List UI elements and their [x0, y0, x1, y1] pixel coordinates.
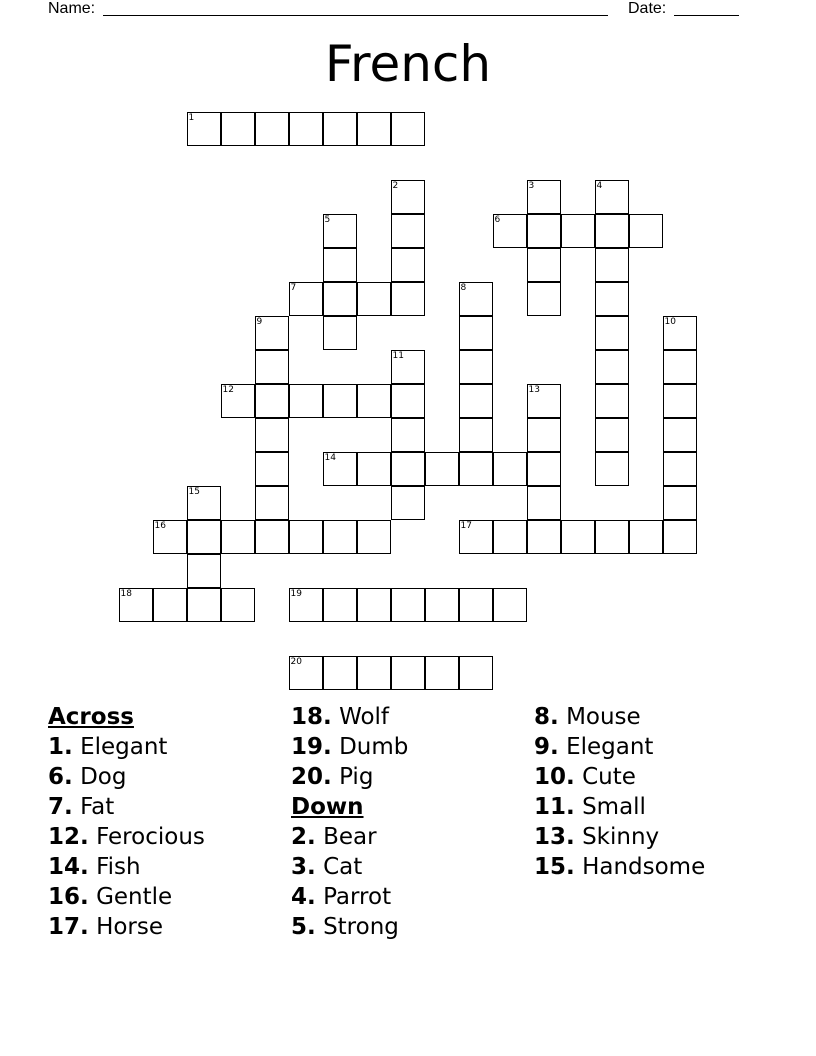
grid-cell[interactable] [255, 384, 289, 418]
cell-number: 5 [324, 214, 331, 225]
clue-number: 2. [291, 824, 316, 850]
clue-number: 14. [48, 854, 89, 880]
grid-cell[interactable] [595, 520, 629, 554]
clue-item [534, 702, 705, 732]
grid-cell[interactable] [595, 350, 629, 384]
clue-number: 5. [291, 914, 316, 940]
grid-cell[interactable] [357, 384, 391, 418]
grid-cell[interactable] [323, 248, 357, 282]
grid-cell[interactable] [629, 214, 663, 248]
grid-cell[interactable] [561, 214, 595, 248]
cell-number: 16 [154, 520, 166, 531]
grid-cell[interactable] [391, 350, 425, 384]
clue-number: 4. [291, 884, 316, 910]
grid-cell[interactable] [289, 112, 323, 146]
grid-cell[interactable] [527, 520, 561, 554]
clue-number: 7. [48, 794, 73, 820]
clue-text: Ferocious [96, 824, 205, 850]
clue-item [291, 762, 408, 792]
grid-cell[interactable] [391, 656, 425, 690]
grid-cell[interactable] [459, 316, 493, 350]
grid-cell[interactable] [323, 112, 357, 146]
cell-number: 4 [596, 180, 603, 191]
grid-cell[interactable] [357, 588, 391, 622]
clue-item [48, 912, 205, 942]
clue-item [48, 882, 205, 912]
grid-cell[interactable] [187, 554, 221, 588]
grid-cell[interactable] [425, 588, 459, 622]
clue-item [534, 762, 705, 792]
cell-number: 18 [120, 588, 132, 599]
grid-cell[interactable] [187, 520, 221, 554]
grid-cell[interactable] [289, 520, 323, 554]
grid-cell[interactable] [221, 520, 255, 554]
clue-number: 12. [48, 824, 89, 850]
clue-number: 17. [48, 914, 89, 940]
clue-text: Cat [323, 854, 363, 880]
grid-cell[interactable] [459, 282, 493, 316]
clue-number: 10. [534, 764, 575, 790]
grid-cell[interactable] [357, 112, 391, 146]
clue-text: Gentle [96, 884, 173, 910]
grid-cell[interactable] [391, 214, 425, 248]
grid-cell[interactable] [493, 520, 527, 554]
clue-text: Dog [80, 764, 127, 790]
grid-cell[interactable] [187, 486, 221, 520]
clue-number: 3. [291, 854, 316, 880]
grid-cell[interactable] [595, 214, 629, 248]
grid-cell[interactable] [119, 588, 153, 622]
clue-item [48, 852, 205, 882]
grid-cell[interactable] [527, 248, 561, 282]
grid-cell[interactable] [663, 350, 697, 384]
grid-cell[interactable] [595, 248, 629, 282]
cell-number: 2 [392, 180, 399, 191]
grid-cell[interactable] [391, 282, 425, 316]
cell-number: 10 [664, 316, 676, 327]
clue-number: 16. [48, 884, 89, 910]
clue-text: Handsome [582, 854, 706, 880]
clue-text: Fish [96, 854, 141, 880]
grid-cell[interactable] [493, 588, 527, 622]
grid-cell[interactable] [459, 418, 493, 452]
clue-text: Horse [96, 914, 164, 940]
grid-cell[interactable] [357, 656, 391, 690]
clue-text: Fat [80, 794, 115, 820]
grid-cell[interactable] [323, 384, 357, 418]
grid-cell[interactable] [425, 656, 459, 690]
clue-number: 19. [291, 734, 332, 760]
grid-cell[interactable] [663, 384, 697, 418]
clue-item [48, 732, 205, 762]
cell-number: 1 [188, 112, 195, 123]
grid-cell[interactable] [255, 486, 289, 520]
grid-cell[interactable] [357, 452, 391, 486]
grid-cell[interactable] [595, 316, 629, 350]
clue-number: 11. [534, 794, 575, 820]
clue-item [534, 792, 705, 822]
cell-number: 19 [290, 588, 302, 599]
cell-number: 9 [256, 316, 263, 327]
cell-number: 20 [290, 656, 302, 667]
grid-cell[interactable] [527, 452, 561, 486]
clue-number: 6. [48, 764, 73, 790]
grid-cell[interactable] [289, 656, 323, 690]
cell-number: 3 [528, 180, 535, 191]
grid-cell[interactable] [595, 418, 629, 452]
grid-cell[interactable] [255, 112, 289, 146]
grid-cell[interactable] [357, 282, 391, 316]
grid-cell[interactable] [663, 316, 697, 350]
grid-cell[interactable] [595, 452, 629, 486]
clue-text: Pig [339, 764, 374, 790]
grid-cell[interactable] [527, 418, 561, 452]
grid-cell[interactable] [527, 214, 561, 248]
grid-cell[interactable] [595, 282, 629, 316]
clue-text: Cute [582, 764, 636, 790]
across-heading: Across [48, 704, 134, 730]
cell-number: 12 [222, 384, 234, 395]
grid-cell[interactable] [595, 384, 629, 418]
grid-cell[interactable] [391, 452, 425, 486]
grid-cell[interactable] [289, 588, 323, 622]
grid-cell[interactable] [459, 588, 493, 622]
grid-cell[interactable] [323, 452, 357, 486]
clue-text: Strong [323, 914, 399, 940]
grid-cell[interactable] [391, 384, 425, 418]
grid-cell[interactable] [153, 520, 187, 554]
clue-item [291, 912, 408, 942]
grid-cell[interactable] [221, 588, 255, 622]
clue-item [534, 822, 705, 852]
grid-cell[interactable] [561, 520, 595, 554]
clue-text: Mouse [566, 704, 641, 730]
grid-cell[interactable] [459, 520, 493, 554]
name-label: Name: [48, 0, 96, 17]
clue-item [291, 702, 408, 732]
grid-cell[interactable] [595, 180, 629, 214]
grid-cell[interactable] [187, 588, 221, 622]
grid-cell[interactable] [221, 112, 255, 146]
clue-item [291, 732, 408, 762]
clue-item [291, 852, 408, 882]
clue-text: Elegant [80, 734, 168, 760]
cell-number: 6 [494, 214, 501, 225]
grid-cell[interactable] [459, 350, 493, 384]
date-label: Date: [628, 0, 667, 17]
grid-cell[interactable] [391, 180, 425, 214]
cell-number: 14 [324, 452, 336, 463]
clue-item [48, 762, 205, 792]
grid-cell[interactable] [289, 384, 323, 418]
grid-cell[interactable] [527, 180, 561, 214]
grid-cell[interactable] [255, 520, 289, 554]
clue-text: Parrot [323, 884, 392, 910]
clue-column-2 [291, 702, 408, 942]
grid-cell[interactable] [391, 248, 425, 282]
grid-cell[interactable] [323, 656, 357, 690]
grid-cell[interactable] [527, 486, 561, 520]
grid-cell[interactable] [459, 384, 493, 418]
clue-item [48, 792, 205, 822]
clue-text: Dumb [339, 734, 409, 760]
clue-item [534, 732, 705, 762]
clue-item [534, 852, 705, 882]
clue-item [48, 822, 205, 852]
clue-number: 13. [534, 824, 575, 850]
grid-cell[interactable] [493, 452, 527, 486]
clue-item [291, 822, 408, 852]
grid-cell[interactable] [153, 588, 187, 622]
grid-cell[interactable] [255, 452, 289, 486]
cell-number: 11 [392, 350, 404, 361]
puzzle-title: French [324, 35, 492, 93]
grid-cell[interactable] [221, 384, 255, 418]
clue-item [291, 882, 408, 912]
grid-cell[interactable] [391, 112, 425, 146]
grid-cell[interactable] [459, 656, 493, 690]
grid-cell[interactable] [391, 486, 425, 520]
grid-cell[interactable] [391, 418, 425, 452]
clue-number: 9. [534, 734, 559, 760]
grid-cell[interactable] [663, 520, 697, 554]
clue-number: 15. [534, 854, 575, 880]
clue-number: 8. [534, 704, 559, 730]
grid-cell[interactable] [255, 350, 289, 384]
clue-column-3 [534, 702, 705, 882]
grid-cell[interactable] [629, 520, 663, 554]
grid-cell[interactable] [663, 486, 697, 520]
cell-number: 17 [460, 520, 472, 531]
grid-cell[interactable] [425, 452, 459, 486]
grid-cell[interactable] [255, 418, 289, 452]
grid-cell[interactable] [323, 316, 357, 350]
grid-cell[interactable] [187, 112, 221, 146]
clue-number: 20. [291, 764, 332, 790]
grid-cell[interactable] [323, 282, 357, 316]
grid-cell[interactable] [255, 316, 289, 350]
down-heading: Down [291, 794, 364, 820]
clue-number: 1. [48, 734, 73, 760]
cell-number: 13 [528, 384, 540, 395]
clue-text: Wolf [339, 704, 390, 730]
clue-text: Elegant [566, 734, 654, 760]
cell-number: 15 [188, 486, 200, 497]
clue-text: Skinny [582, 824, 660, 850]
grid-cell[interactable] [663, 418, 697, 452]
cell-number: 8 [460, 282, 467, 293]
grid-cell[interactable] [323, 520, 357, 554]
clue-text: Small [582, 794, 646, 820]
clue-number: 18. [291, 704, 332, 730]
grid-cell[interactable] [459, 452, 493, 486]
grid-cell[interactable] [357, 520, 391, 554]
grid-cell[interactable] [663, 452, 697, 486]
clue-column-1 [48, 702, 205, 942]
grid-cell[interactable] [391, 588, 425, 622]
clue-text: Bear [323, 824, 377, 850]
cell-number: 7 [290, 282, 297, 293]
grid-cell[interactable] [323, 214, 357, 248]
grid-cell[interactable] [289, 282, 323, 316]
grid-cell[interactable] [323, 588, 357, 622]
grid-cell[interactable] [527, 282, 561, 316]
grid-cell[interactable] [527, 384, 561, 418]
grid-cell[interactable] [493, 214, 527, 248]
